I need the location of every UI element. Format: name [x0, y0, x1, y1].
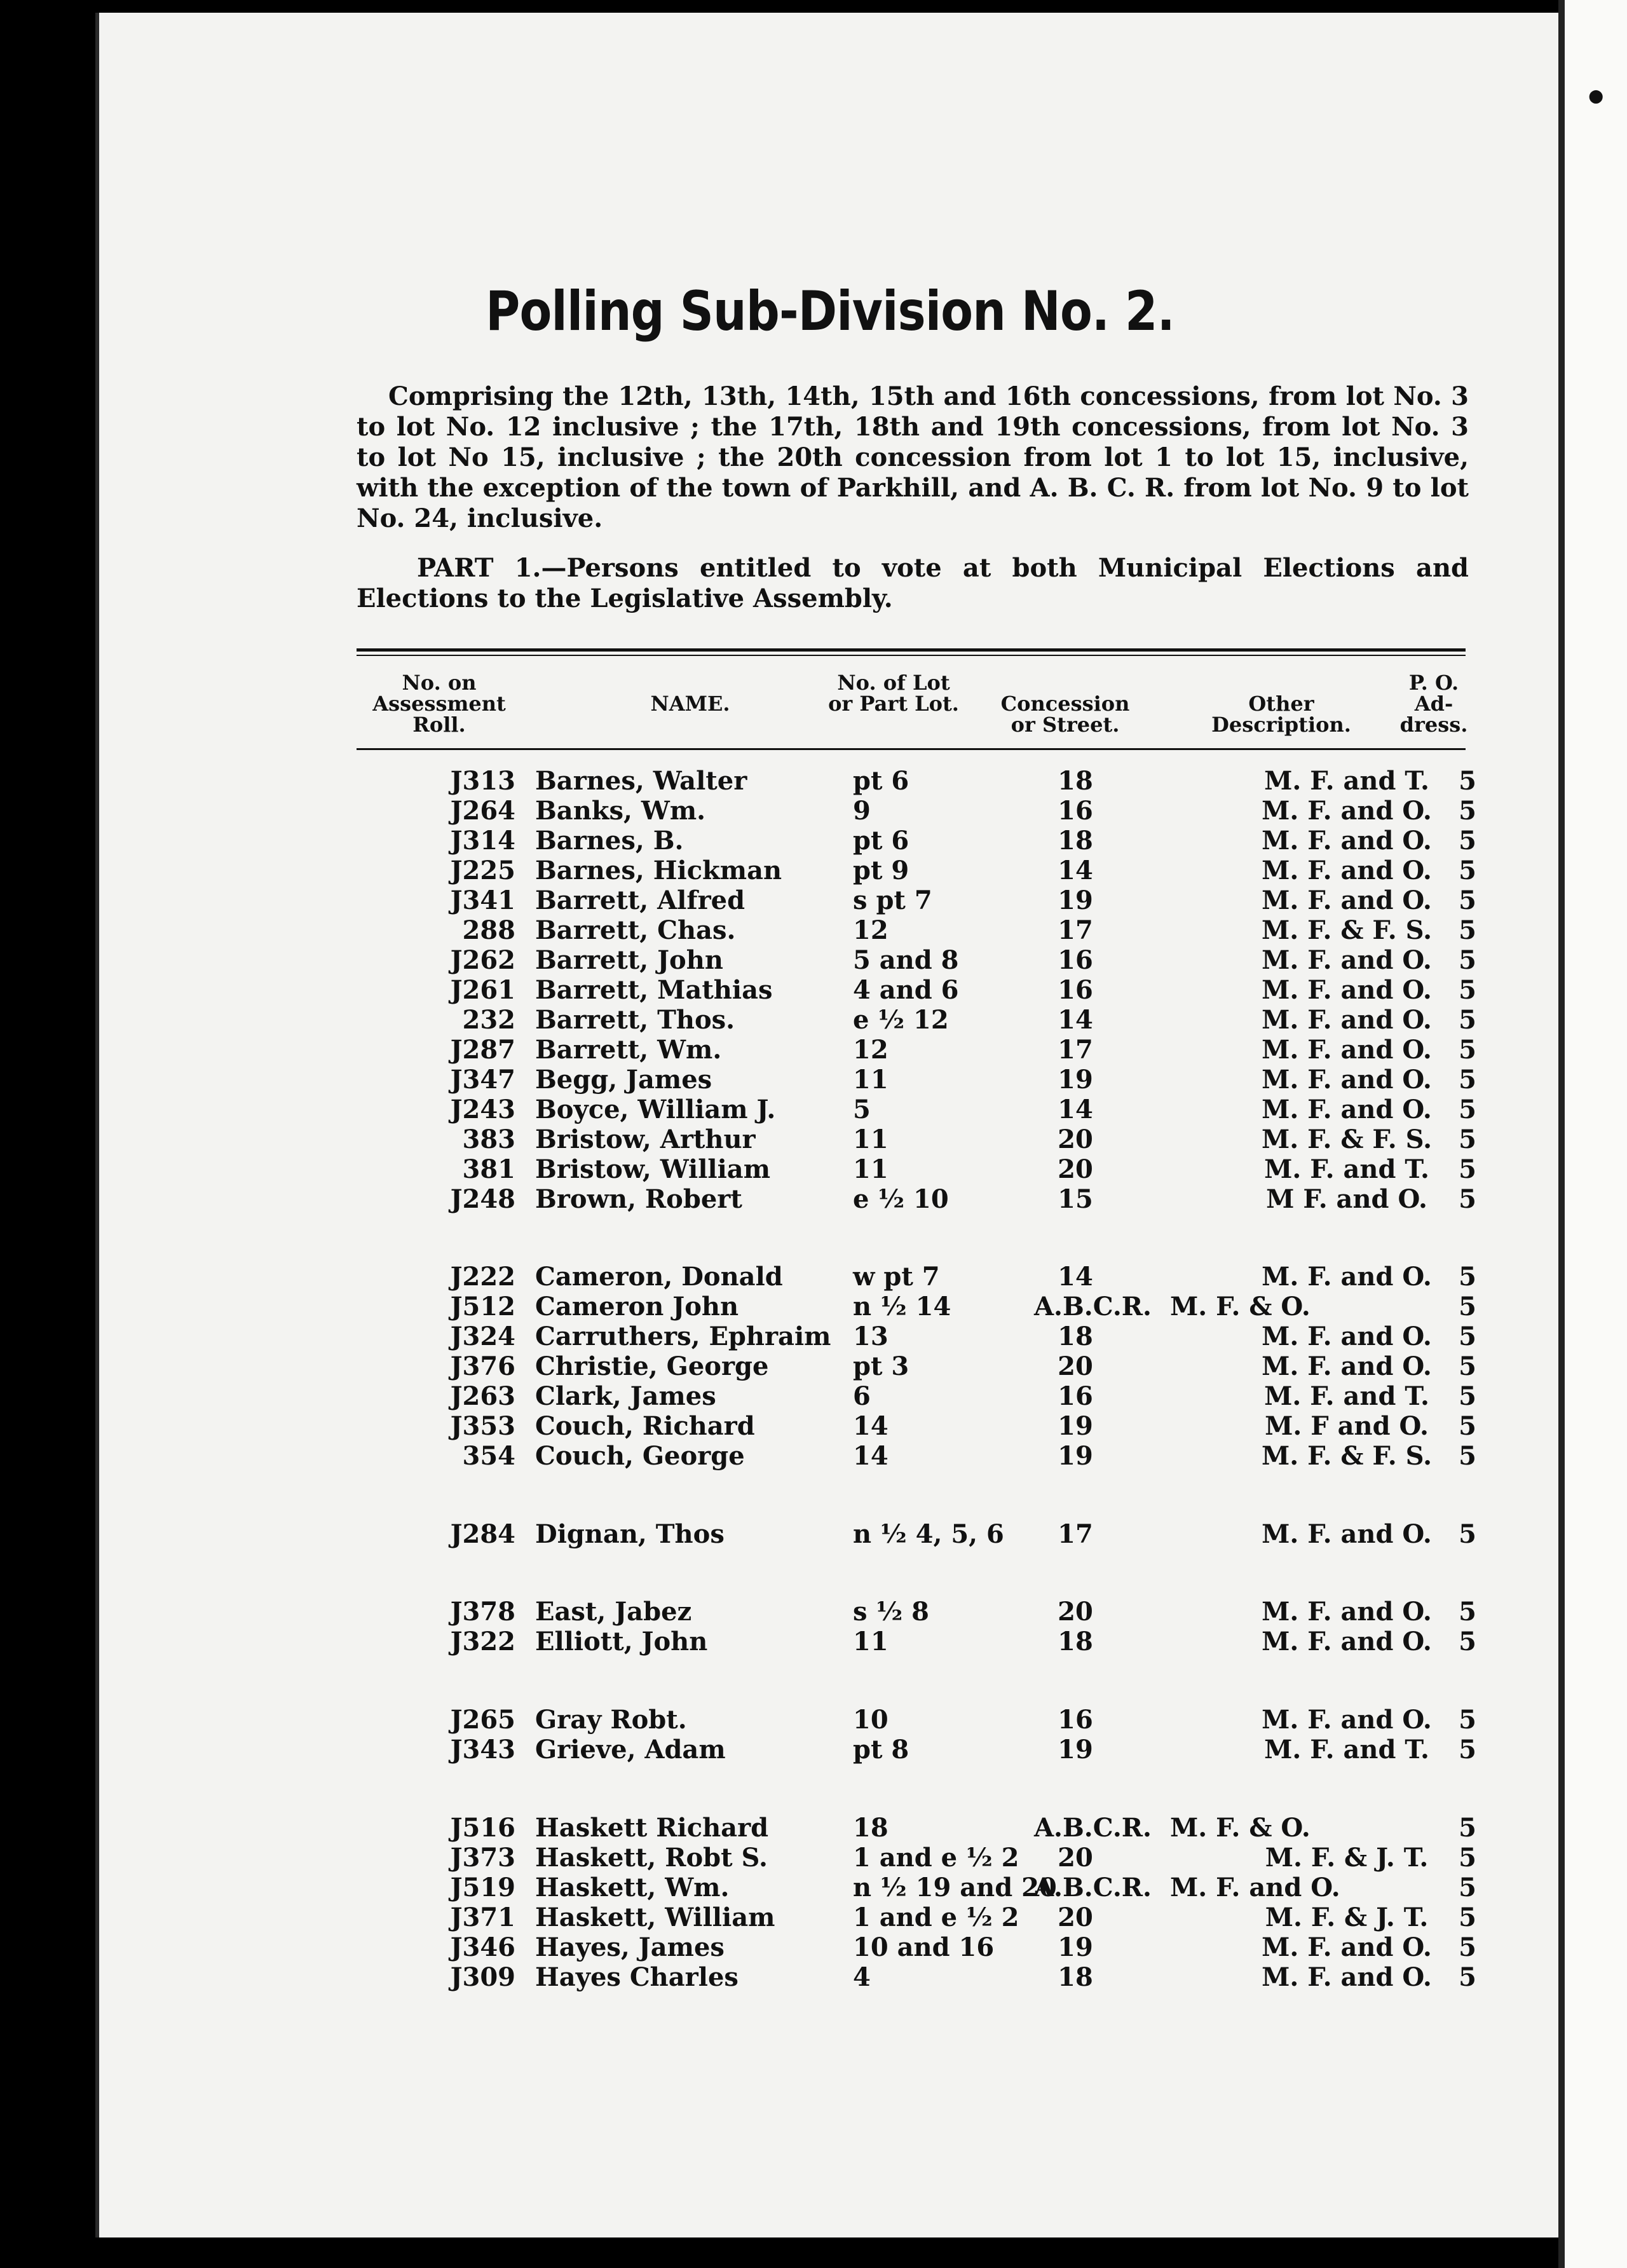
lot-number: 11 [853, 1065, 888, 1095]
po-address: 5 [1459, 1262, 1476, 1292]
roll-number: J376 [450, 1351, 515, 1381]
lot-number: 5 [853, 1095, 871, 1124]
lot-number: 5 and 8 [853, 945, 959, 975]
other-description: M. F. and T. [1264, 766, 1429, 796]
other-description: M. F. and O. [1262, 1627, 1432, 1657]
po-address: 5 [1459, 1154, 1476, 1184]
voter-name: Barnes, B. [535, 826, 684, 856]
voter-name: Barrett, Chas. [535, 915, 736, 945]
roll-number: 354 [462, 1441, 515, 1471]
lot-number: s pt 7 [853, 885, 932, 915]
adjacent-page-edge: • [1558, 0, 1627, 2268]
voter-name: Barrett, John [535, 945, 723, 975]
po-address: 5 [1459, 1903, 1476, 1932]
other-description: M. F. & J. T. [1265, 1903, 1429, 1932]
po-address: 5 [1459, 1005, 1476, 1035]
voter-name: Clark, James [535, 1381, 716, 1411]
po-address: 5 [1459, 766, 1476, 796]
po-address: 5 [1459, 826, 1476, 856]
concession: 17 [1058, 1519, 1093, 1549]
lot-number: pt 8 [853, 1735, 909, 1765]
po-address: 5 [1459, 1351, 1476, 1381]
po-address: 5 [1459, 1381, 1476, 1411]
po-address: 5 [1459, 1705, 1476, 1735]
roll-number: J512 [450, 1292, 515, 1322]
voter-name: Gray Robt. [535, 1705, 687, 1735]
table-row [357, 1065, 1476, 1095]
voter-name: Hayes, James [535, 1932, 725, 1962]
other-description: M. F. and O. [1262, 1095, 1432, 1124]
other-description: M. F. and O. [1262, 1005, 1432, 1035]
other-description: M. F. and O. [1262, 1262, 1432, 1292]
voter-name: Barnes, Hickman [535, 856, 782, 885]
other-description: M. F. & F. S. [1261, 1124, 1432, 1154]
concession: 16 [1058, 1381, 1093, 1411]
lot-number: n ½ 4, 5, 6 [853, 1519, 1004, 1549]
page-title: Polling Sub-Division No. 2. [486, 280, 1174, 343]
voter-name: Carruthers, Ephraim [535, 1322, 831, 1351]
concession: 19 [1058, 1735, 1093, 1765]
po-address: 5 [1459, 975, 1476, 1005]
table-row [357, 1292, 1476, 1322]
lot-number: pt 6 [853, 826, 909, 856]
table-row [357, 1262, 1476, 1292]
lot-number: 10 [853, 1705, 888, 1735]
header-concession: Concession or Street. [1000, 692, 1130, 737]
roll-number: J243 [450, 1095, 515, 1124]
table-row [357, 1843, 1476, 1873]
other-description: M. F. and T. [1264, 1735, 1429, 1765]
table-row [357, 1519, 1476, 1549]
header-lot: No. of Lot or Part Lot. [828, 671, 959, 716]
po-address: 5 [1459, 1597, 1476, 1627]
roll-number: J225 [450, 856, 515, 885]
intro-paragraph: Comprising the 12th, 13th, 14th, 15th and 16th concessions, from lot No. 3 to lot No. 12 inclusive ; the 17th, 18th and 19th concessions, from lot No. 3 to lot No 15, inclusive ; the 20th concession from lot 1 to lot 15, inclusive, with the exception of the town of Parkhill, and A. B. C. R. from lot No. 9 to lot No. 24, inclusive. [357, 381, 1469, 533]
roll-number: J261 [450, 975, 515, 1005]
po-address: 5 [1459, 885, 1476, 915]
other-description: M. F. and O. [1262, 856, 1432, 885]
lot-number: 14 [853, 1411, 888, 1441]
voter-name: Haskett Richard [535, 1813, 769, 1843]
other-description: M. F. & O. [1170, 1292, 1310, 1322]
other-description: M. F. and O. [1262, 1705, 1432, 1735]
voter-name: Boyce, William J. [535, 1095, 776, 1124]
po-address: 5 [1459, 915, 1476, 945]
lot-number: e ½ 10 [853, 1184, 949, 1214]
other-description: M. F. and O. [1262, 975, 1432, 1005]
concession: 20 [1058, 1597, 1093, 1627]
concession: 19 [1058, 1932, 1093, 1962]
po-address: 5 [1459, 1292, 1476, 1322]
header-po: P. O. Ad- dress. [1399, 671, 1468, 737]
other-description: M. F. and O. [1262, 1322, 1432, 1351]
table-row [357, 1322, 1476, 1351]
concession: 14 [1058, 1262, 1093, 1292]
roll-number: J519 [450, 1873, 515, 1903]
table-row [357, 975, 1476, 1005]
concession: 15 [1058, 1184, 1093, 1214]
roll-number: J378 [450, 1597, 515, 1627]
table-row [357, 1381, 1476, 1411]
roll-number: 381 [462, 1154, 515, 1184]
po-address: 5 [1459, 1095, 1476, 1124]
voter-name: Bristow, Arthur [535, 1124, 756, 1154]
voter-name: Cameron John [535, 1292, 739, 1322]
po-address: 5 [1459, 1735, 1476, 1765]
po-address: 5 [1459, 1124, 1476, 1154]
voter-name: Hayes Charles [535, 1962, 739, 1992]
other-description: M. F. & F. S. [1261, 915, 1432, 945]
concession: 18 [1058, 766, 1093, 796]
roll-number: 232 [462, 1005, 515, 1035]
table-row [357, 1597, 1476, 1627]
concession: 19 [1058, 885, 1093, 915]
po-address: 5 [1459, 1065, 1476, 1095]
table-row [357, 1184, 1476, 1214]
roll-number: J265 [450, 1705, 515, 1735]
voter-name: East, Jabez [535, 1597, 692, 1627]
concession: 18 [1058, 1962, 1093, 1992]
other-description: M. F. and O. [1262, 1351, 1432, 1381]
voter-name: Barrett, Mathias [535, 975, 773, 1005]
roll-number: 383 [462, 1124, 515, 1154]
table-row [357, 945, 1476, 975]
table-row [357, 1873, 1476, 1903]
roll-number: J322 [450, 1627, 515, 1657]
voter-name: Barnes, Walter [535, 766, 747, 796]
other-description: M. F. and T. [1264, 1381, 1429, 1411]
lot-number: n ½ 14 [853, 1292, 951, 1322]
lot-number: 4 and 6 [853, 975, 959, 1005]
po-address: 5 [1459, 1441, 1476, 1471]
voter-name: Haskett, William [535, 1903, 775, 1932]
lot-number: 1 and e ½ 2 [853, 1903, 1019, 1932]
table-row [357, 1735, 1476, 1765]
roll-number: J516 [450, 1813, 515, 1843]
voter-name: Haskett, Wm. [535, 1873, 730, 1903]
table-row [357, 856, 1476, 885]
voter-name: Couch, Richard [535, 1411, 755, 1441]
concession: 20 [1058, 1843, 1093, 1873]
roll-number: J287 [450, 1035, 515, 1065]
lot-number: 10 and 16 [853, 1932, 995, 1962]
voter-name: Haskett, Robt S. [535, 1843, 768, 1873]
po-address: 5 [1459, 1627, 1476, 1657]
lot-number: 11 [853, 1124, 888, 1154]
po-address: 5 [1459, 1813, 1476, 1843]
table-row [357, 1962, 1476, 1992]
concession: 18 [1058, 1322, 1093, 1351]
table-row [357, 1095, 1476, 1124]
roll-number: J371 [450, 1903, 515, 1932]
other-description: M. F. & O. [1170, 1813, 1310, 1843]
concession: 20 [1058, 1124, 1093, 1154]
other-description: M. F. and O. [1262, 1065, 1432, 1095]
table-row [357, 796, 1476, 826]
roll-number: 288 [462, 915, 515, 945]
roll-number: J343 [450, 1735, 515, 1765]
lot-number: 13 [853, 1322, 888, 1351]
voter-name: Cameron, Donald [535, 1262, 783, 1292]
lot-number: pt 6 [853, 766, 909, 796]
voter-name: Elliott, John [535, 1627, 708, 1657]
voter-name: Brown, Robert [535, 1184, 742, 1214]
header-name: NAME. [650, 692, 730, 716]
table-row [357, 1351, 1476, 1381]
concession: 19 [1058, 1065, 1093, 1095]
voter-name: Barrett, Thos. [535, 1005, 735, 1035]
concession: 20 [1058, 1154, 1093, 1184]
document-page [95, 13, 1561, 2237]
concession: 17 [1058, 915, 1093, 945]
lot-number: e ½ 12 [853, 1005, 949, 1035]
po-address: 5 [1459, 796, 1476, 826]
table-row [357, 1903, 1476, 1932]
other-description: M. F. and O. [1262, 1519, 1432, 1549]
po-address: 5 [1459, 945, 1476, 975]
lot-number: w pt 7 [853, 1262, 940, 1292]
voter-name: Banks, Wm. [535, 796, 706, 826]
voter-name: Barrett, Alfred [535, 885, 745, 915]
roll-number: J222 [450, 1262, 515, 1292]
concession: 14 [1058, 1095, 1093, 1124]
po-address: 5 [1459, 1184, 1476, 1214]
other-description: M F. and O. [1266, 1184, 1427, 1214]
lot-number: 6 [853, 1381, 871, 1411]
other-description: M. F. and O. [1262, 885, 1432, 915]
header-rule-bottom [357, 748, 1466, 750]
concession: 20 [1058, 1351, 1093, 1381]
concession: 16 [1058, 1705, 1093, 1735]
table-row [357, 1705, 1476, 1735]
header-roll: No. on Assessment Roll. [372, 671, 506, 737]
lot-number: s ½ 8 [853, 1597, 929, 1627]
roll-number: J373 [450, 1843, 515, 1873]
table-row [357, 1035, 1476, 1065]
roll-number: J353 [450, 1411, 515, 1441]
other-description: M. F. and O. [1170, 1873, 1340, 1903]
roll-number: J284 [450, 1519, 515, 1549]
header-rule-top-thin [357, 655, 1466, 656]
other-description: M. F and O. [1265, 1411, 1429, 1441]
concession: A.B.C.R. [1034, 1873, 1152, 1903]
roll-number: J263 [450, 1381, 515, 1411]
lot-number: pt 9 [853, 856, 909, 885]
table-row [357, 915, 1476, 945]
table-row [357, 1441, 1476, 1471]
other-description: M. F. and O. [1262, 1932, 1432, 1962]
roll-number: J314 [450, 826, 515, 856]
lot-number: 14 [853, 1441, 888, 1471]
concession: 18 [1058, 1627, 1093, 1657]
other-description: M. F. and O. [1262, 945, 1432, 975]
other-description: M. F. and O. [1262, 1962, 1432, 1992]
voter-name: Christie, George [535, 1351, 769, 1381]
other-description: M. F. and O. [1262, 1035, 1432, 1065]
voter-name: Couch, George [535, 1441, 745, 1471]
table-row [357, 1154, 1476, 1184]
table-row [357, 885, 1476, 915]
other-description: M. F. and T. [1264, 1154, 1429, 1184]
roll-number: J347 [450, 1065, 515, 1095]
other-description: M. F. and O. [1262, 1597, 1432, 1627]
po-address: 5 [1459, 856, 1476, 885]
voter-name: Bristow, William [535, 1154, 771, 1184]
table-row [357, 1932, 1476, 1962]
other-description: M. F. and O. [1262, 826, 1432, 856]
po-address: 5 [1459, 1932, 1476, 1962]
concession: 14 [1058, 1005, 1093, 1035]
table-row [357, 1005, 1476, 1035]
concession: 16 [1058, 945, 1093, 975]
other-description: M. F. & J. T. [1265, 1843, 1429, 1873]
po-address: 5 [1459, 1843, 1476, 1873]
concession: 19 [1058, 1411, 1093, 1441]
po-address: 5 [1459, 1035, 1476, 1065]
roll-number: J264 [450, 796, 515, 826]
concession: 17 [1058, 1035, 1093, 1065]
concession: 16 [1058, 975, 1093, 1005]
header-description: Other Description. [1211, 692, 1351, 737]
concession: 18 [1058, 826, 1093, 856]
lot-number: 9 [853, 796, 871, 826]
po-address: 5 [1459, 1411, 1476, 1441]
po-address: 5 [1459, 1962, 1476, 1992]
lot-number: 12 [853, 915, 888, 945]
table-row [357, 1813, 1476, 1843]
lot-number: 4 [853, 1962, 871, 1992]
po-address: 5 [1459, 1519, 1476, 1549]
header-rule-top [357, 648, 1466, 652]
other-description: M. F. & F. S. [1261, 1441, 1432, 1471]
lot-number: 18 [853, 1813, 888, 1843]
roll-number: J324 [450, 1322, 515, 1351]
voter-name: Grieve, Adam [535, 1735, 726, 1765]
table-row [357, 1411, 1476, 1441]
voter-name: Dignan, Thos [535, 1519, 725, 1549]
concession: 14 [1058, 856, 1093, 885]
roll-number: J313 [450, 766, 515, 796]
table-row [357, 1627, 1476, 1657]
lot-number: 11 [853, 1627, 888, 1657]
lot-number: 11 [853, 1154, 888, 1184]
table-row [357, 826, 1476, 856]
roll-number: J346 [450, 1932, 515, 1962]
voter-name: Begg, James [535, 1065, 712, 1095]
lot-number: pt 3 [853, 1351, 909, 1381]
other-description: M. F. and O. [1262, 796, 1432, 826]
voter-name: Barrett, Wm. [535, 1035, 722, 1065]
table-row [357, 1124, 1476, 1154]
concession: 19 [1058, 1441, 1093, 1471]
lot-number: n ½ 19 and 20 [853, 1873, 1057, 1903]
part-heading: PART 1.—Persons entitled to vote at both Municipal Elections and Elections to the Legislative Assembly. [357, 553, 1469, 613]
concession: 20 [1058, 1903, 1093, 1932]
concession: A.B.C.R. [1034, 1813, 1152, 1843]
concession: A.B.C.R. [1034, 1292, 1152, 1322]
po-address: 5 [1459, 1322, 1476, 1351]
lot-number: 12 [853, 1035, 888, 1065]
lot-number: 1 and e ½ 2 [853, 1843, 1019, 1873]
concession: 16 [1058, 796, 1093, 826]
roll-number: J341 [450, 885, 515, 915]
po-address: 5 [1459, 1873, 1476, 1903]
roll-number: J248 [450, 1184, 515, 1214]
roll-number: J262 [450, 945, 515, 975]
roll-number: J309 [450, 1962, 515, 1992]
table-row [357, 766, 1476, 796]
